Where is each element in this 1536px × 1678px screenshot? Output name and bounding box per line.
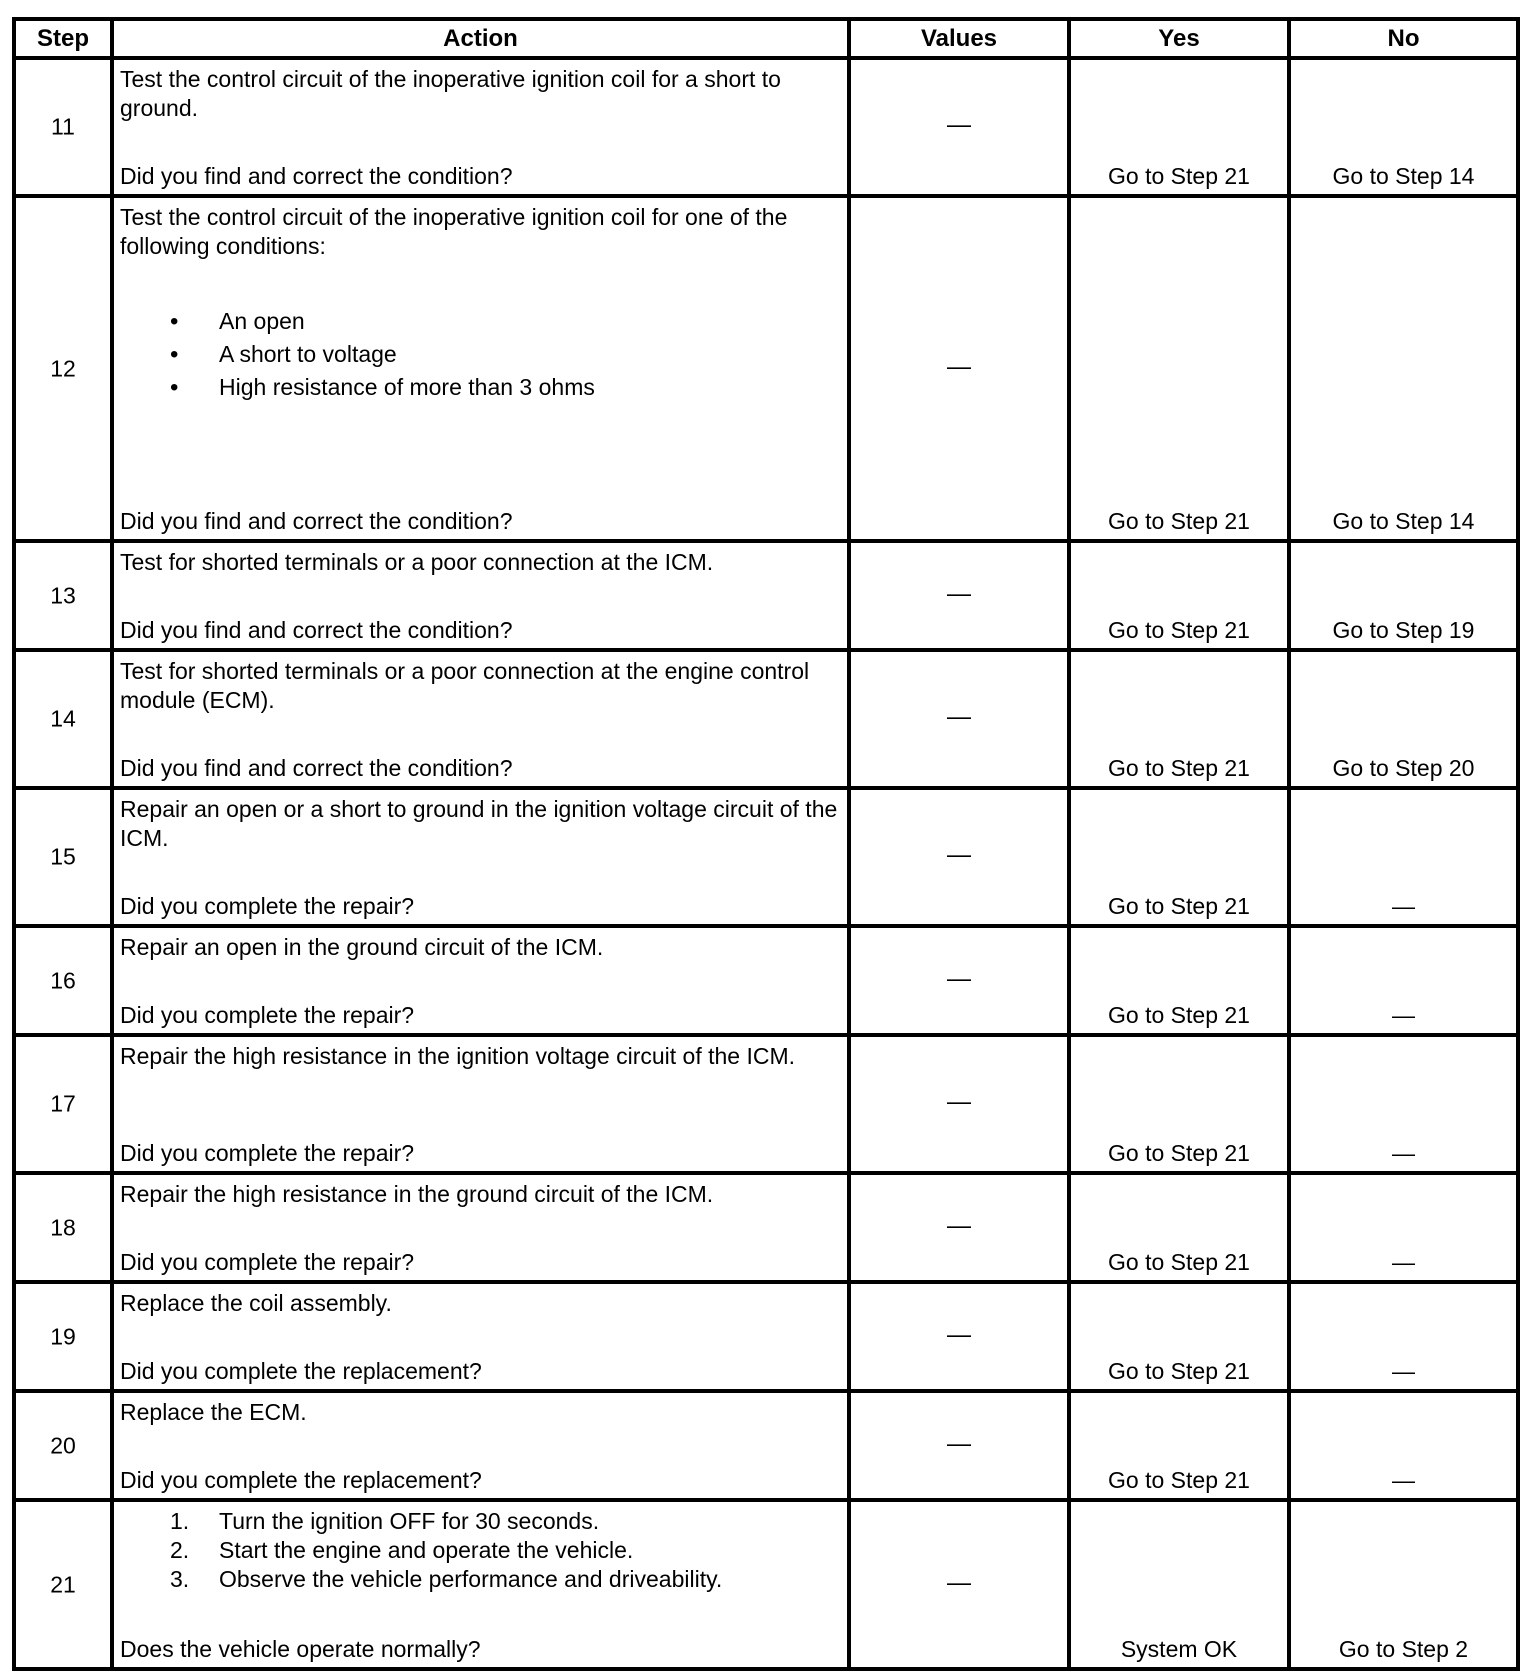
yes-cell bbox=[1069, 1391, 1289, 1500]
action-text: Repair the high resistance in the ignition voltage circuit of the ICM. bbox=[120, 1043, 796, 1069]
action-question: Did you find and correct the condition? bbox=[120, 163, 513, 189]
values-cell bbox=[849, 541, 1069, 650]
values-cell bbox=[849, 926, 1069, 1035]
list-text: Start the engine and operate the vehicle. bbox=[219, 1537, 634, 1563]
no-cell bbox=[1289, 1035, 1518, 1173]
values-dash: — bbox=[947, 965, 971, 993]
table-row bbox=[14, 196, 1518, 541]
action-question: Did you complete the replacement? bbox=[120, 1358, 482, 1384]
step-number-cell bbox=[14, 196, 112, 541]
action-question: Does the vehicle operate normally? bbox=[120, 1636, 481, 1662]
values-dash: — bbox=[947, 1088, 971, 1116]
values-dash: — bbox=[947, 1430, 971, 1458]
action-cell bbox=[112, 1282, 849, 1391]
step-number-cell bbox=[14, 1391, 112, 1500]
step-number: 16 bbox=[50, 967, 76, 993]
step-number: 18 bbox=[50, 1214, 76, 1240]
yes-result: Go to Step 21 bbox=[1108, 163, 1250, 189]
values-cell bbox=[849, 788, 1069, 926]
no-cell bbox=[1289, 788, 1518, 926]
no-cell bbox=[1289, 926, 1518, 1035]
no-result: — bbox=[1392, 893, 1415, 919]
step-number: 11 bbox=[51, 113, 75, 140]
step-number-cell bbox=[14, 1173, 112, 1282]
no-cell bbox=[1289, 1282, 1518, 1391]
list-number: 3. bbox=[170, 1566, 190, 1592]
header-row bbox=[14, 19, 1518, 58]
step-number-cell bbox=[14, 58, 112, 196]
no-result: — bbox=[1392, 1358, 1415, 1384]
yes-cell bbox=[1069, 1500, 1289, 1669]
header-yes: Yes bbox=[1069, 19, 1289, 58]
action-cell bbox=[112, 196, 849, 541]
header-step: Step bbox=[14, 19, 112, 58]
no-result: — bbox=[1392, 1002, 1415, 1028]
diagnostic-table bbox=[12, 17, 1520, 1671]
values-dash: — bbox=[947, 841, 971, 869]
action-cell bbox=[112, 541, 849, 650]
no-cell bbox=[1289, 58, 1518, 196]
action-text: Test for shorted terminals or a poor connection at the ICM. bbox=[120, 549, 714, 575]
action-question: Did you find and correct the condition? bbox=[120, 617, 513, 643]
table-row bbox=[14, 1035, 1518, 1173]
yes-cell bbox=[1069, 650, 1289, 788]
table-row bbox=[14, 650, 1518, 788]
header-no: No bbox=[1289, 19, 1518, 58]
action-cell bbox=[112, 1173, 849, 1282]
action-question: Did you complete the replacement? bbox=[120, 1467, 482, 1493]
action-cell bbox=[112, 1500, 849, 1669]
step-number: 17 bbox=[50, 1090, 76, 1117]
no-cell bbox=[1289, 650, 1518, 788]
no-result: Go to Step 14 bbox=[1332, 508, 1475, 534]
list-text: Turn the ignition OFF for 30 seconds. bbox=[219, 1508, 600, 1534]
conditions-list bbox=[120, 305, 841, 404]
values-cell bbox=[849, 58, 1069, 196]
action-text: Repair the high resistance in the ground circuit of the ICM. bbox=[120, 1181, 714, 1207]
yes-cell bbox=[1069, 541, 1289, 650]
list-number: 1. bbox=[170, 1508, 190, 1534]
no-cell bbox=[1289, 1391, 1518, 1500]
table-row bbox=[14, 788, 1518, 926]
no-result: Go to Step 2 bbox=[1338, 1636, 1469, 1662]
values-cell bbox=[849, 1391, 1069, 1500]
action-question: Did you complete the repair? bbox=[120, 893, 415, 919]
values-dash: — bbox=[947, 353, 971, 381]
yes-result: Go to Step 21 bbox=[1108, 755, 1250, 781]
step-number-cell bbox=[14, 1282, 112, 1391]
yes-cell bbox=[1069, 926, 1289, 1035]
action-question: Did you complete the repair? bbox=[120, 1002, 415, 1028]
action-cell bbox=[112, 1035, 849, 1173]
table-row bbox=[14, 1282, 1518, 1391]
yes-result: Go to Step 21 bbox=[1108, 893, 1250, 919]
values-cell bbox=[849, 196, 1069, 541]
values-cell bbox=[849, 1282, 1069, 1391]
yes-cell bbox=[1069, 1282, 1289, 1391]
step-number-cell bbox=[14, 541, 112, 650]
no-result: — bbox=[1392, 1467, 1415, 1493]
yes-cell bbox=[1069, 58, 1289, 196]
yes-result: Go to Step 21 bbox=[1108, 1249, 1250, 1275]
list-item: • A short to voltage bbox=[120, 338, 841, 371]
step-number-cell bbox=[14, 1035, 112, 1173]
values-cell bbox=[849, 1173, 1069, 1282]
action-text: Test the control circuit of the inoperative ignition coil for a short to ground. bbox=[120, 66, 781, 121]
action-text: Repair an open in the ground circuit of the ICM. bbox=[120, 934, 604, 960]
list-item bbox=[120, 1565, 841, 1594]
no-cell bbox=[1289, 1500, 1518, 1669]
procedure-list bbox=[120, 1507, 841, 1594]
step-number: 20 bbox=[50, 1432, 76, 1458]
step-number: 12 bbox=[50, 355, 76, 381]
action-text: Repair an open or a short to ground in the ignition voltage circuit of the ICM. bbox=[120, 796, 838, 851]
values-dash: — bbox=[947, 1569, 971, 1597]
step-number: 21 bbox=[50, 1571, 76, 1597]
list-text: Observe the vehicle performance and driveability. bbox=[219, 1566, 723, 1592]
list-item bbox=[120, 1507, 841, 1536]
step-number-cell bbox=[14, 1500, 112, 1669]
no-result: — bbox=[1392, 1140, 1415, 1166]
no-result: Go to Step 19 bbox=[1332, 617, 1475, 643]
table-row bbox=[14, 1500, 1518, 1669]
action-question: Did you find and correct the condition? bbox=[120, 755, 513, 781]
action-cell bbox=[112, 788, 849, 926]
values-dash: — bbox=[947, 580, 971, 608]
yes-result: Go to Step 21 bbox=[1108, 1467, 1250, 1493]
no-cell bbox=[1289, 1173, 1518, 1282]
step-number-cell bbox=[14, 650, 112, 788]
yes-cell bbox=[1069, 1173, 1289, 1282]
step-number: 14 bbox=[50, 705, 76, 732]
action-cell bbox=[112, 926, 849, 1035]
no-cell bbox=[1289, 196, 1518, 541]
values-cell bbox=[849, 650, 1069, 788]
step-number: 19 bbox=[50, 1323, 76, 1349]
action-text: Replace the coil assembly. bbox=[120, 1290, 392, 1316]
yes-cell bbox=[1069, 788, 1289, 926]
yes-result: Go to Step 21 bbox=[1108, 1002, 1250, 1028]
table-row bbox=[14, 541, 1518, 650]
list-number: 2. bbox=[170, 1537, 190, 1563]
table-row bbox=[14, 1391, 1518, 1500]
action-text: Test the control circuit of the inoperative ignition coil for one of the following conditions: bbox=[120, 204, 788, 259]
step-number-cell bbox=[14, 926, 112, 1035]
yes-result: Go to Step 21 bbox=[1108, 617, 1250, 643]
values-dash: — bbox=[947, 1321, 971, 1349]
yes-result: System OK bbox=[1120, 1636, 1238, 1662]
action-question: Did you complete the repair? bbox=[120, 1140, 415, 1166]
list-item: • High resistance of more than 3 ohms bbox=[120, 371, 841, 404]
values-dash: — bbox=[947, 1212, 971, 1240]
no-result: Go to Step 14 bbox=[1332, 163, 1475, 189]
list-item: • An open bbox=[120, 305, 841, 338]
yes-result: Go to Step 21 bbox=[1108, 1140, 1250, 1166]
no-cell bbox=[1289, 541, 1518, 650]
header-action: Action bbox=[112, 19, 849, 58]
values-cell bbox=[849, 1035, 1069, 1173]
action-question: Did you find and correct the condition? bbox=[120, 508, 513, 534]
no-result: Go to Step 20 bbox=[1332, 755, 1475, 781]
values-cell bbox=[849, 1500, 1069, 1669]
no-result: — bbox=[1392, 1249, 1415, 1275]
action-cell bbox=[112, 650, 849, 788]
table-row bbox=[14, 1173, 1518, 1282]
action-cell bbox=[112, 1391, 849, 1500]
yes-cell bbox=[1069, 196, 1289, 541]
action-text: Test for shorted terminals or a poor connection at the engine control module (ECM). bbox=[120, 658, 810, 713]
step-number-cell bbox=[14, 788, 112, 926]
step-number: 13 bbox=[50, 582, 76, 608]
table-row bbox=[14, 58, 1518, 196]
values-dash: — bbox=[947, 703, 971, 731]
header-values: Values bbox=[849, 19, 1069, 58]
step-number: 15 bbox=[50, 843, 76, 870]
table-row bbox=[14, 926, 1518, 1035]
action-text: Replace the ECM. bbox=[120, 1399, 307, 1425]
yes-result: Go to Step 21 bbox=[1108, 508, 1250, 534]
values-dash: — bbox=[947, 111, 971, 139]
yes-result: Go to Step 21 bbox=[1108, 1358, 1250, 1384]
yes-cell bbox=[1069, 1035, 1289, 1173]
action-question: Did you complete the repair? bbox=[120, 1249, 415, 1275]
list-item bbox=[120, 1536, 841, 1565]
action-cell bbox=[112, 58, 849, 196]
